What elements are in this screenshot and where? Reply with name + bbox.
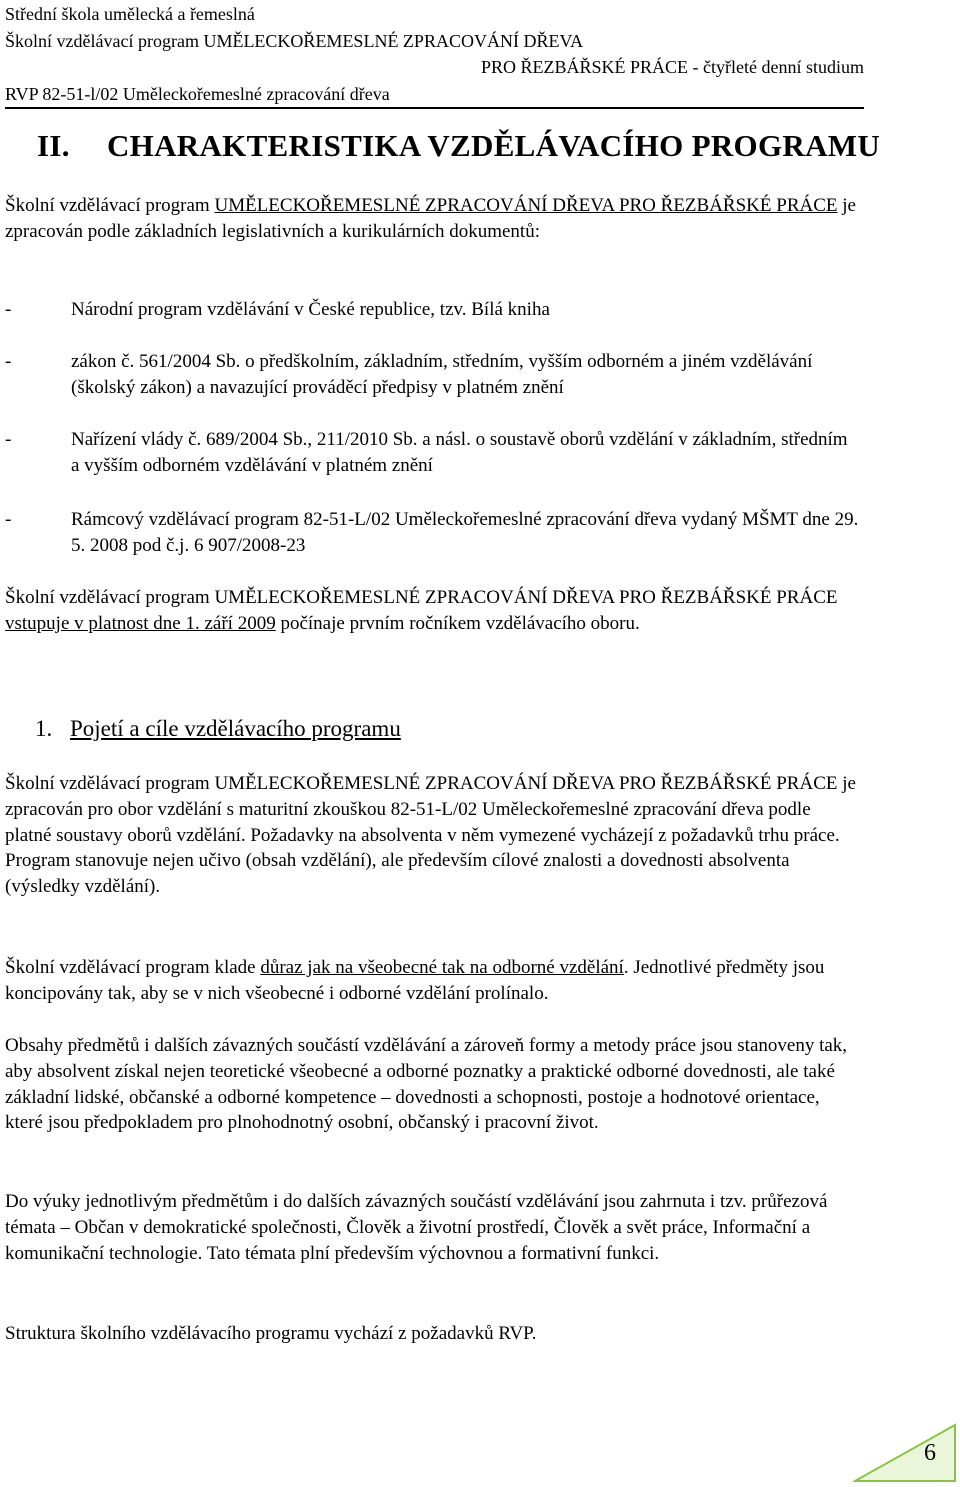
document-list-item <box>5 297 860 323</box>
header-rvp: RVP 82-51-l/02 Uměleckořemeslné zpracování dřeva <box>5 83 390 104</box>
section-title: Pojetí a cíle vzdělávacího programu <box>70 716 401 741</box>
validity-date: vstupuje v platnost dne 1. září 2009 <box>5 612 276 634</box>
paragraph-cross-topics: Do výuky jednotlivým předmětům i do dalších závazných součástí vzdělávání jsou zahrnuta i tzv. průřezová témata – Občan v demokratické společnosti, Člověk a životní prostředí, Člověk a svět práce, Informační a komunikační technologie. Tato témata plní především výchovnou a formativní funkci. <box>5 1191 828 1264</box>
paragraph-program-concept: Školní vzdělávací program UMĚLECKOŘEMESLNÉ ZPRACOVÁNÍ DŘEVA PRO ŘEZBÁŘSKÉ PRÁCE je zpracován pro obor vzdělání s maturitní zkouškou 82-51-L/02 Uměleckořemeslné zpracování dřeva podle platné soustavy oborů vzdělání. Požadavky na absolventa v něm vymezené vycházejí z požadavků trhu práce. Program stanovuje nejen učivo (obsah vzdělání), ale především cílové znalosti a dovednosti absolventa (výsledky vzdělání). <box>5 773 856 898</box>
document-list-item <box>5 507 860 559</box>
intro-text-start: Školní vzdělávací program <box>5 195 215 216</box>
chapter-title: CHARAKTERISTIKA VZDĚLÁVACÍHO PROGRAMU <box>107 128 881 163</box>
document-item-text: Národní program vzdělávání v České republice, tzv. Bílá kniha <box>71 299 550 320</box>
intro-program-name: UMĚLECKOŘEMESLNÉ ZPRACOVÁNÍ DŘEVA PRO ŘEZBÁŘSKÉ PRÁCE <box>214 195 838 216</box>
validity-text-start: Školní vzdělávací program UMĚLECKOŘEMESLNÉ ZPRACOVÁNÍ DŘEVA PRO ŘEZBÁŘSKÉ PRÁCE <box>5 587 838 608</box>
header-school-name: Střední škola umělecká a řemeslná <box>5 4 255 24</box>
document-list-item <box>5 349 860 401</box>
document-item-text: zákon č. 561/2004 Sb. o předškolním, základním, středním, vyšším odborném a jiném vzdělávání (školský zákon) a navazující prováděcí předpisy v platném znění <box>71 351 813 398</box>
intro-paragraph <box>5 193 860 245</box>
list-dash: - <box>5 351 12 372</box>
page-header <box>5 0 864 109</box>
list-dash: - <box>5 299 12 320</box>
validity-paragraph <box>5 585 860 637</box>
paragraph-competences: Obsahy předmětů i dalších závazných součástí vzdělávání a zároveň formy a metody práce jsou stanoveny tak, aby absolvent získal nejen teoretické všeobecné a odborné poznatky a praktické odborné dovednosti, ale také základní lidské, občanské a odborné kompetence – dovednosti a schopnosti, postoje a hodnotové orientace, které jsou předpokladem pro plnohodnotný osobní, občanský i pracovní život. <box>5 1035 848 1134</box>
section-heading <box>35 716 401 742</box>
intro-text-end: je zpracován podle základních legislativních a kurikulárních dokumentů: <box>5 195 856 242</box>
document-list-item <box>5 427 860 479</box>
emphasis-text-start: Školní vzdělávací program klade <box>5 957 261 978</box>
list-dash: - <box>5 429 12 450</box>
validity-text-end: počínaje prvním ročníkem vzdělávacího oboru. <box>275 612 640 634</box>
header-program-title: Školní vzdělávací program UMĚLECKOŘEMESLNÉ ZPRACOVÁNÍ DŘEVA <box>5 30 584 51</box>
chapter-heading <box>37 128 880 164</box>
emphasis-text-end: . Jednotlivé předměty jsou koncipovány tak, aby se v nich všeobecné i odborné vzdělání prolínalo. <box>5 957 825 1004</box>
document-item-text: Rámcový vzdělávací program 82-51-L/02 Uměleckořemeslné zpracování dřeva vydaný MŠMT dne 29. 5. 2008 pod č.j. 6 907/2008-23 <box>71 509 859 556</box>
paragraph-emphasis <box>5 955 860 1007</box>
chapter-number: II. <box>37 128 70 163</box>
header-program-subtitle: PRO ŘEZBÁŘSKÉ PRÁCE - čtyřleté denní studium <box>480 57 864 77</box>
paragraph-structure: Struktura školního vzdělávacího programu vychází z požadavků RVP. <box>5 1323 537 1344</box>
page-number: 6 <box>924 1440 936 1466</box>
list-dash: - <box>5 509 12 530</box>
emphasis-underlined: důraz jak na všeobecné tak na odborné vzdělání <box>260 957 624 978</box>
section-number: 1. <box>35 716 53 741</box>
document-item-text: Nařízení vlády č. 689/2004 Sb., 211/2010 Sb. a násl. o soustavě oborů vzdělání v základním, středním a vyšším odborném vzdělávání v platném znění <box>71 429 848 476</box>
